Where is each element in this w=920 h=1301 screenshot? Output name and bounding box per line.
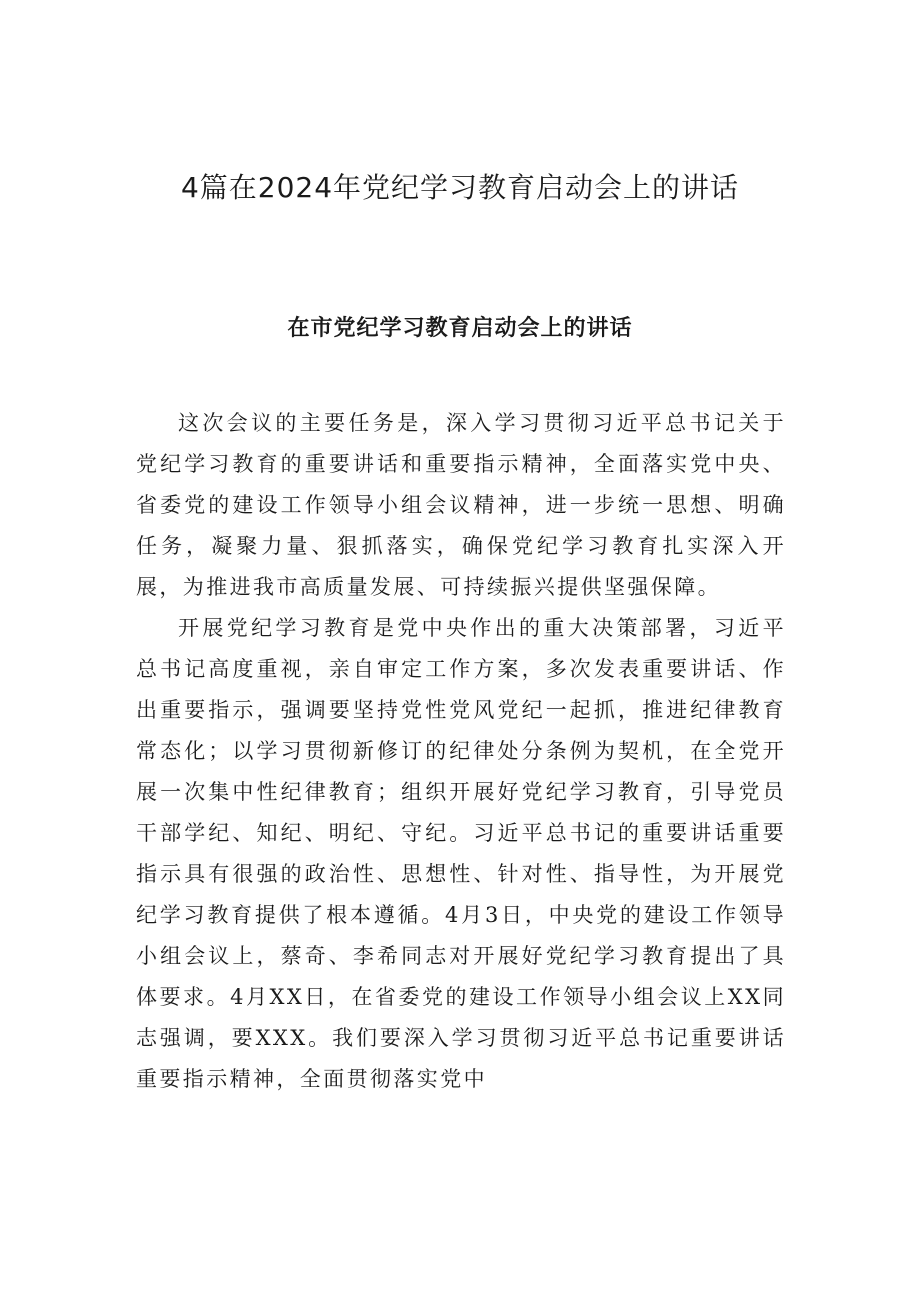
document-title: 4篇在2024年党纪学习教育启动会上的讲话 bbox=[180, 171, 740, 204]
section-title: 在市党纪学习教育启动会上的讲话 bbox=[287, 316, 633, 341]
paragraph-1: 这次会议的主要任务是，深入学习贯彻习近平总书记关于党纪学习教育的重要讲话和重要指示精神，全面落实党中央、省委党的建设工作领导小组会议精神，进一步统一思想、明确任务，凝聚力量、狠抓落实，确保党纪学习教育扎实深入开展，为推进我市高质量发展、可持续振兴提供坚强保障。 bbox=[136, 411, 786, 599]
document-body bbox=[136, 403, 786, 1100]
paragraph-2: 开展党纪学习教育是党中央作出的重大决策部署，习近平总书记高度重视，亲自审定工作方案，多次发表重要讲话、作出重要指示，强调要坚持党性党风党纪一起抓，推进纪律教育常态化；以学习贯彻新修订的纪律处分条例为契机，在全党开展一次集中性纪律教育；组织开展好党纪学习教育，引导党员干部学纪、知纪、明纪、守纪。习近平总书记的重要讲话重要指示具有很强的政治性、思想性、针对性、指导性，为开展党纪学习教育提供了根本遵循。4月3日，中央党的建设工作领导小组会议上，蔡奇、李希同志对开展好党纪学习教育提出了具体要求。4月XX日，在省委党的建设工作领导小组会议上XX同志强调，要XXX。我们要深入学习贯彻习近平总书记重要讲话重要指示精神，全面贯彻落实党中 bbox=[136, 616, 786, 1091]
